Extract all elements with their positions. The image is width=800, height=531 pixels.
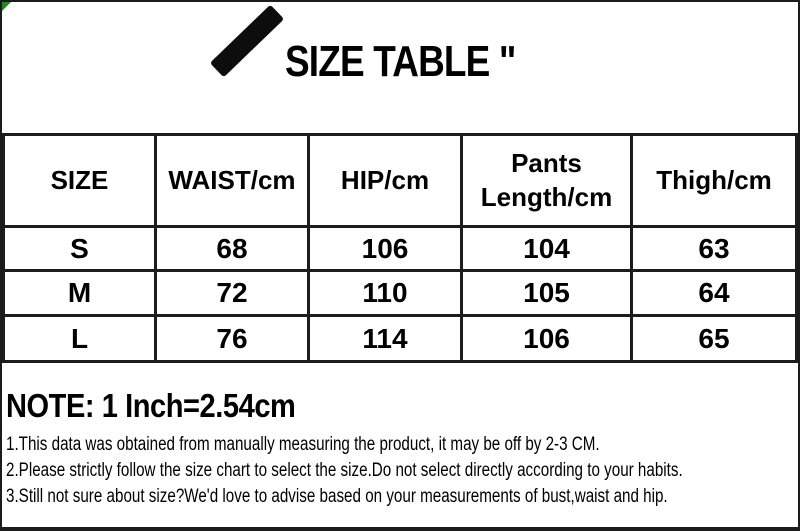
value-cell: 63: [632, 227, 797, 271]
page-title: SIZE TABLE ": [285, 37, 516, 86]
note-list: [6, 432, 798, 510]
list-item: 1.This data was obtained from manually measuring the product, it may be off by 2-3 CM.: [6, 434, 600, 456]
value-cell: 65: [632, 316, 797, 362]
value-cell: 76: [156, 316, 309, 362]
value-cell: 68: [156, 227, 309, 271]
column-header-hip: HIP/cm: [309, 135, 462, 227]
size-cell: L: [4, 316, 156, 362]
slash-icon: [210, 5, 284, 78]
value-cell: 106: [309, 227, 462, 271]
value-cell: 114: [309, 316, 462, 362]
size-cell: S: [4, 227, 156, 271]
column-header-pants-length: Pants Length/cm: [462, 135, 632, 227]
value-cell: 110: [309, 271, 462, 316]
table-row: [4, 271, 797, 316]
note-heading: NOTE: 1 Inch=2.54cm: [6, 387, 296, 424]
column-header-waist: WAIST/cm: [156, 135, 309, 227]
size-cell: M: [4, 271, 156, 316]
column-header-size: SIZE: [4, 135, 156, 227]
value-cell: 106: [462, 316, 632, 362]
column-header-thigh: Thigh/cm: [632, 135, 797, 227]
list-item: 2.Please strictly follow the size chart to select the size.Do not select directly according to your habits.: [6, 460, 683, 482]
value-cell: 105: [462, 271, 632, 316]
value-cell: 64: [632, 271, 797, 316]
list-item: 3.Still not sure about size?We'd love to advise based on your measurements of bust,waist and hip.: [6, 486, 668, 508]
value-cell: 104: [462, 227, 632, 271]
table-row: [4, 227, 797, 271]
green-corner-triangle-icon: [2, 2, 11, 11]
table-header-row: [4, 135, 797, 227]
size-table: [2, 133, 798, 363]
table-row: [4, 316, 797, 362]
value-cell: 72: [156, 271, 309, 316]
notes-section: [6, 388, 798, 510]
